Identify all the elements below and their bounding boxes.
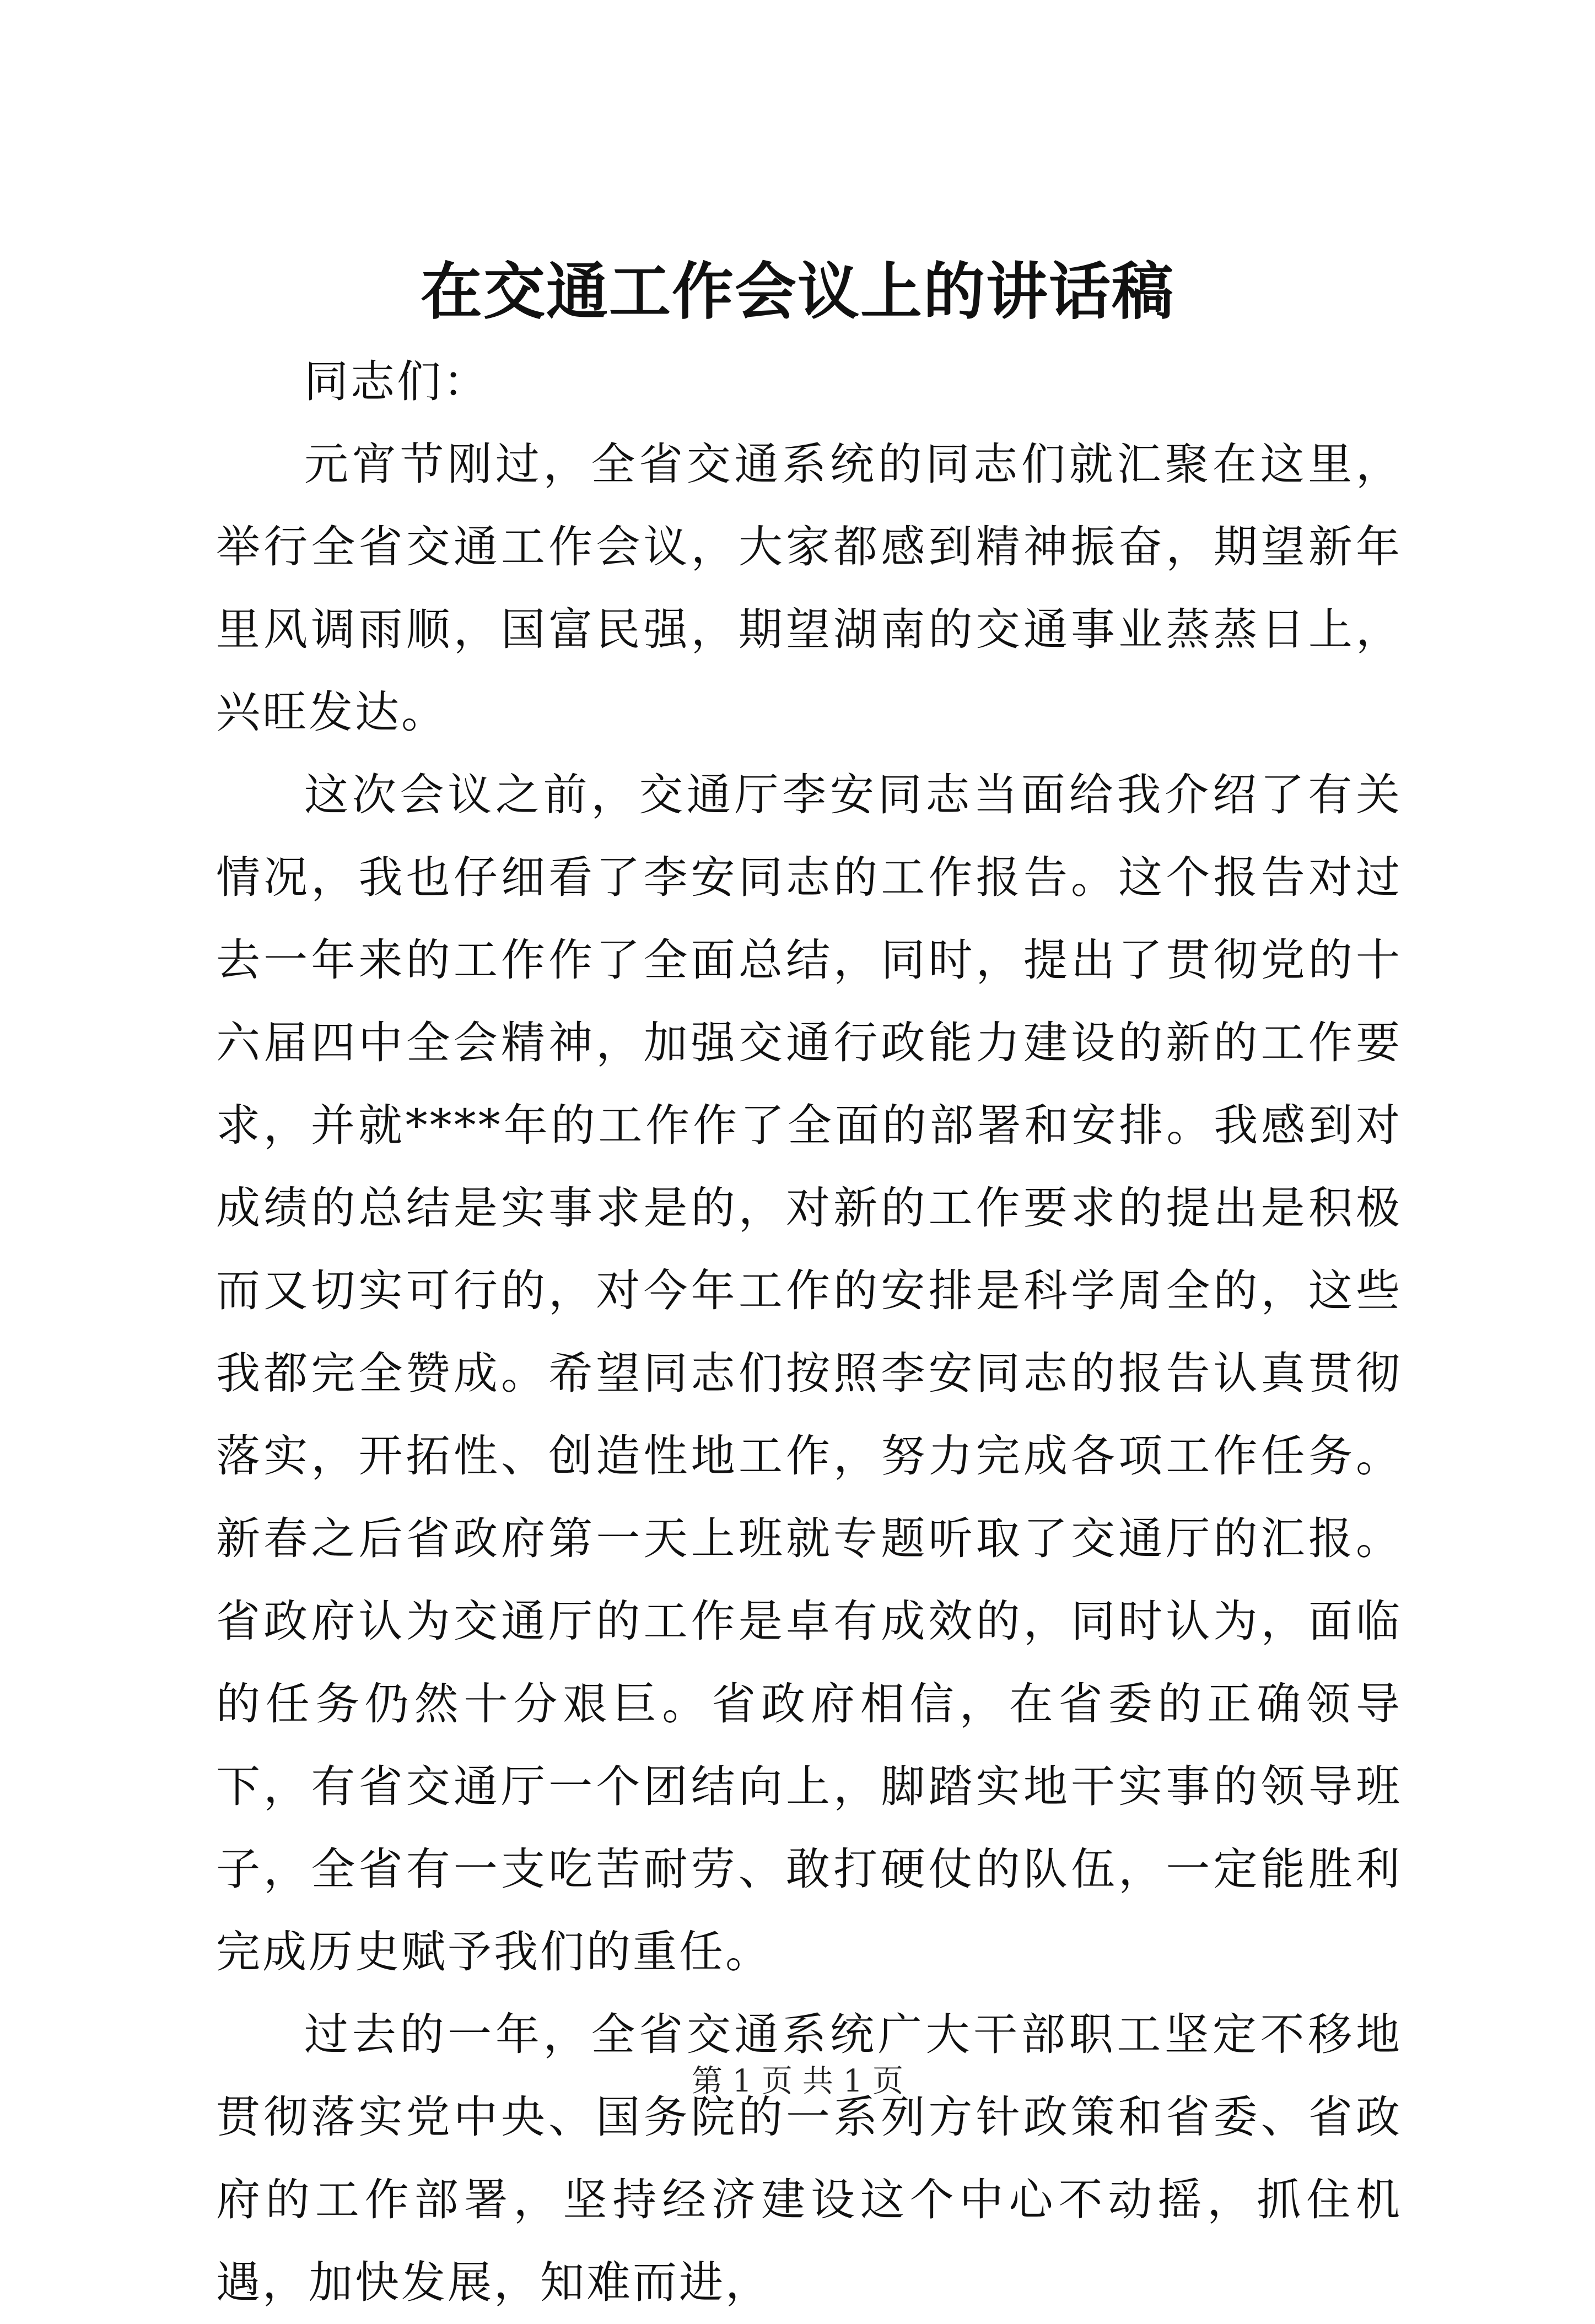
page-number-footer: 第 1 页 共 1 页 [691,2063,904,2099]
body-paragraph: 元宵节刚过，全省交通系统的同志们就汇聚在这里，举行全省交通工作会议，大家都感到精神振奋，期望新年里风调雨顺，国富民强，期望湖南的交通事业蒸蒸日上，兴旺发达。 [216,439,1402,738]
body-paragraph: 过去的一年，全省交通系统广大干部职工坚定不移地贯彻落实党中央、国务院的一系列方针政策和省委、省政府的工作部署，坚持经济建设这个中心不动摇，抓住机遇，加快发展，知难而进， [216,2009,1402,2308]
document-body [216,341,1402,2324]
document-title: 在交通工作会议上的讲话稿 [421,256,1174,328]
body-paragraph: 这次会议之前，交通厅李安同志当面给我介绍了有关情况，我也仔细看了李安同志的工作报告。这个报告对过去一年来的工作作了全面总结，同时，提出了贯彻党的十六届四中全会精神，加强交通行政能力建设的新的工作要求，并就****年的工作作了全面的部署和安排。我感到对成绩的总结是实事求是的，对新的工作要求的提出是积极而又切实可行的，对今年工作的安排是科学周全的，这些我都完全赞成。希望同志们按照李安同志的报告认真贯彻落实，开拓性、创造性地工作，努力完成各项工作任务。新春之后省政府第一天上班就专题听取了交通厅的汇报。省政府认为交通厅的工作是卓有成效的，同时认为，面临的任务仍然十分艰巨。省政府相信，在省委的正确领导下，有省交通厅一个团结向上，脚踏实地干实事的领导班子，全省有一支吃苦耐劳、敢打硬仗的队伍，一定能胜利完成历史赋予我们的重任。 [216,769,1402,1977]
salutation-paragraph: 同志们： [304,356,489,407]
